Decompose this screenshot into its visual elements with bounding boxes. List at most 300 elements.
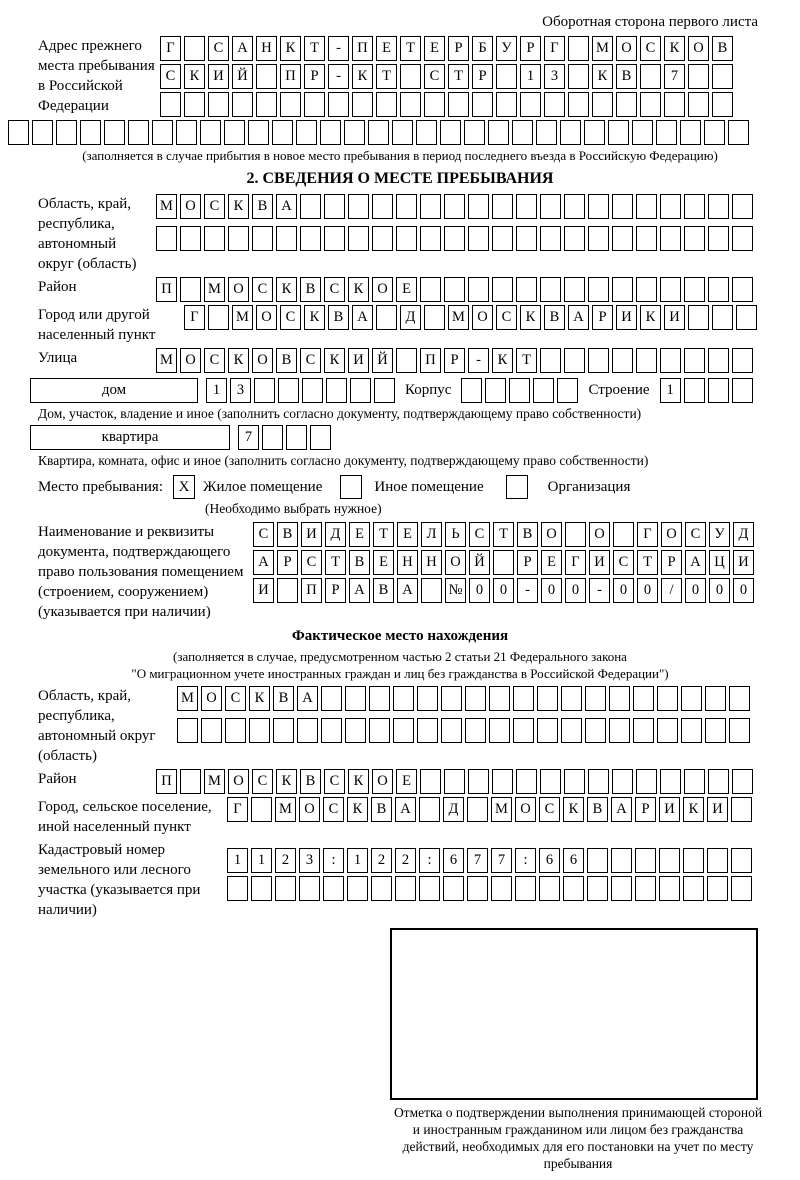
char-cell[interactable] (564, 194, 585, 219)
char-cell[interactable] (732, 769, 753, 794)
char-cell[interactable] (324, 194, 345, 219)
char-cell[interactable] (684, 348, 705, 373)
char-cell[interactable] (681, 686, 702, 711)
char-cell[interactable] (520, 92, 541, 117)
char-cell[interactable]: А (397, 578, 418, 603)
char-cell[interactable] (659, 876, 680, 901)
char-cell[interactable]: Б (472, 36, 493, 61)
char-cell[interactable]: К (347, 797, 368, 822)
char-cell[interactable]: С (324, 769, 345, 794)
char-cell[interactable]: 0 (613, 578, 634, 603)
char-cell[interactable] (156, 226, 177, 251)
char-cell[interactable] (465, 718, 486, 743)
char-cell[interactable]: М (204, 769, 225, 794)
char-cell[interactable] (684, 769, 705, 794)
char-cell[interactable] (496, 64, 517, 89)
char-cell[interactable] (732, 194, 753, 219)
char-cell[interactable]: И (301, 522, 322, 547)
char-cell[interactable]: 0 (733, 578, 754, 603)
char-cell[interactable] (396, 226, 417, 251)
char-cell[interactable]: К (324, 348, 345, 373)
char-cell[interactable]: В (712, 36, 733, 61)
char-cell[interactable] (608, 120, 629, 145)
char-cell[interactable]: В (300, 769, 321, 794)
char-cell[interactable]: М (177, 686, 198, 711)
char-cell[interactable]: С (424, 64, 445, 89)
char-cell[interactable] (636, 769, 657, 794)
char-cell[interactable]: П (156, 277, 177, 302)
char-cell[interactable] (632, 120, 653, 145)
char-cell[interactable] (588, 348, 609, 373)
char-cell[interactable] (152, 120, 173, 145)
char-cell[interactable] (712, 64, 733, 89)
char-cell[interactable] (277, 578, 298, 603)
char-cell[interactable] (472, 92, 493, 117)
char-cell[interactable] (564, 277, 585, 302)
char-cell[interactable] (612, 194, 633, 219)
char-cell[interactable]: П (420, 348, 441, 373)
checkbox-residential[interactable]: X (173, 475, 195, 499)
char-cell[interactable] (424, 92, 445, 117)
char-cell[interactable]: Н (421, 550, 442, 575)
char-cell[interactable] (416, 120, 437, 145)
char-cell[interactable] (419, 876, 440, 901)
char-cell[interactable]: - (328, 64, 349, 89)
char-cell[interactable] (732, 277, 753, 302)
char-cell[interactable] (537, 686, 558, 711)
char-cell[interactable] (444, 194, 465, 219)
char-cell[interactable]: В (349, 550, 370, 575)
char-cell[interactable]: 0 (541, 578, 562, 603)
char-cell[interactable]: М (232, 305, 253, 330)
char-cell[interactable] (736, 305, 757, 330)
char-cell[interactable] (515, 876, 536, 901)
char-cell[interactable] (561, 718, 582, 743)
char-cell[interactable] (660, 226, 681, 251)
char-cell[interactable]: Е (376, 36, 397, 61)
char-cell[interactable]: М (204, 277, 225, 302)
char-cell[interactable]: : (515, 848, 536, 873)
char-cell[interactable] (496, 92, 517, 117)
char-cell[interactable]: К (592, 64, 613, 89)
char-cell[interactable]: А (276, 194, 297, 219)
char-cell[interactable] (323, 876, 344, 901)
char-cell[interactable]: К (492, 348, 513, 373)
char-cell[interactable] (468, 769, 489, 794)
char-cell[interactable]: Е (424, 36, 445, 61)
char-cell[interactable]: Г (565, 550, 586, 575)
char-cell[interactable] (232, 92, 253, 117)
char-cell[interactable] (688, 305, 709, 330)
char-cell[interactable] (640, 64, 661, 89)
char-cell[interactable]: К (249, 686, 270, 711)
char-cell[interactable]: Н (397, 550, 418, 575)
char-cell[interactable] (420, 226, 441, 251)
char-cell[interactable]: Г (544, 36, 565, 61)
char-cell[interactable] (731, 848, 752, 873)
char-cell[interactable] (587, 876, 608, 901)
char-cell[interactable] (251, 876, 272, 901)
char-cell[interactable] (636, 226, 657, 251)
char-cell[interactable]: К (276, 277, 297, 302)
char-cell[interactable] (492, 226, 513, 251)
char-cell[interactable]: Е (373, 550, 394, 575)
char-cell[interactable]: К (228, 348, 249, 373)
char-cell[interactable]: С (160, 64, 181, 89)
char-cell[interactable] (544, 92, 565, 117)
char-cell[interactable]: Т (400, 36, 421, 61)
char-cell[interactable] (400, 64, 421, 89)
checkbox-other-premises[interactable] (340, 475, 362, 499)
char-cell[interactable]: 0 (493, 578, 514, 603)
char-cell[interactable]: К (184, 64, 205, 89)
char-cell[interactable]: А (297, 686, 318, 711)
char-cell[interactable] (708, 277, 729, 302)
char-cell[interactable]: П (352, 36, 373, 61)
char-cell[interactable]: 3 (230, 378, 251, 403)
char-cell[interactable]: К (520, 305, 541, 330)
char-cell[interactable] (376, 92, 397, 117)
char-cell[interactable] (540, 277, 561, 302)
char-cell[interactable]: Т (376, 64, 397, 89)
char-cell[interactable] (350, 378, 371, 403)
char-cell[interactable] (248, 120, 269, 145)
char-cell[interactable] (712, 305, 733, 330)
char-cell[interactable] (251, 797, 272, 822)
char-cell[interactable]: Й (469, 550, 490, 575)
char-cell[interactable]: : (323, 848, 344, 873)
char-cell[interactable]: 7 (491, 848, 512, 873)
char-cell[interactable]: 2 (275, 848, 296, 873)
char-cell[interactable] (493, 550, 514, 575)
char-cell[interactable] (104, 120, 125, 145)
char-cell[interactable]: О (256, 305, 277, 330)
char-cell[interactable]: В (544, 305, 565, 330)
char-cell[interactable] (564, 769, 585, 794)
char-cell[interactable]: О (445, 550, 466, 575)
char-cell[interactable] (585, 718, 606, 743)
char-cell[interactable] (128, 120, 149, 145)
char-cell[interactable] (328, 92, 349, 117)
char-cell[interactable]: 7 (238, 425, 259, 450)
char-cell[interactable]: О (180, 194, 201, 219)
char-cell[interactable] (660, 769, 681, 794)
char-cell[interactable] (352, 92, 373, 117)
char-cell[interactable] (225, 718, 246, 743)
char-cell[interactable] (177, 718, 198, 743)
char-cell[interactable]: А (253, 550, 274, 575)
char-cell[interactable]: С (253, 522, 274, 547)
char-cell[interactable]: К (563, 797, 584, 822)
char-cell[interactable] (420, 277, 441, 302)
char-cell[interactable] (707, 876, 728, 901)
char-cell[interactable]: К (348, 277, 369, 302)
char-cell[interactable]: Р (472, 64, 493, 89)
char-cell[interactable] (467, 797, 488, 822)
char-cell[interactable]: А (685, 550, 706, 575)
char-cell[interactable] (304, 92, 325, 117)
char-cell[interactable] (568, 92, 589, 117)
char-cell[interactable]: М (275, 797, 296, 822)
char-cell[interactable]: С (685, 522, 706, 547)
char-cell[interactable]: - (517, 578, 538, 603)
char-cell[interactable] (176, 120, 197, 145)
char-cell[interactable] (516, 277, 537, 302)
char-cell[interactable] (324, 226, 345, 251)
char-cell[interactable]: Т (373, 522, 394, 547)
char-cell[interactable] (684, 194, 705, 219)
char-cell[interactable] (400, 92, 421, 117)
char-cell[interactable] (492, 194, 513, 219)
char-cell[interactable] (729, 686, 750, 711)
char-cell[interactable] (611, 876, 632, 901)
char-cell[interactable]: Т (325, 550, 346, 575)
char-cell[interactable]: С (469, 522, 490, 547)
char-cell[interactable] (732, 348, 753, 373)
char-cell[interactable]: С (323, 797, 344, 822)
char-cell[interactable] (184, 92, 205, 117)
char-cell[interactable]: С (252, 277, 273, 302)
char-cell[interactable]: Р (325, 578, 346, 603)
char-cell[interactable]: - (328, 36, 349, 61)
char-cell[interactable]: С (640, 36, 661, 61)
char-cell[interactable] (441, 686, 462, 711)
char-cell[interactable]: К (348, 769, 369, 794)
char-cell[interactable] (396, 194, 417, 219)
char-cell[interactable] (489, 718, 510, 743)
char-cell[interactable] (326, 378, 347, 403)
char-cell[interactable] (516, 769, 537, 794)
char-cell[interactable] (557, 378, 578, 403)
char-cell[interactable]: 0 (709, 578, 730, 603)
char-cell[interactable]: Д (733, 522, 754, 547)
char-cell[interactable]: М (491, 797, 512, 822)
char-cell[interactable] (640, 92, 661, 117)
char-cell[interactable] (568, 36, 589, 61)
char-cell[interactable] (536, 120, 557, 145)
char-cell[interactable]: П (280, 64, 301, 89)
char-cell[interactable] (419, 797, 440, 822)
char-cell[interactable]: 0 (565, 578, 586, 603)
char-cell[interactable]: - (468, 348, 489, 373)
char-cell[interactable]: И (616, 305, 637, 330)
char-cell[interactable] (705, 686, 726, 711)
char-cell[interactable] (224, 120, 245, 145)
char-cell[interactable]: - (589, 578, 610, 603)
char-cell[interactable]: В (252, 194, 273, 219)
char-cell[interactable] (609, 686, 630, 711)
char-cell[interactable] (708, 348, 729, 373)
char-cell[interactable]: И (253, 578, 274, 603)
char-cell[interactable]: Е (397, 522, 418, 547)
char-cell[interactable]: О (228, 769, 249, 794)
char-cell[interactable] (443, 876, 464, 901)
char-cell[interactable]: И (589, 550, 610, 575)
char-cell[interactable] (611, 848, 632, 873)
char-cell[interactable] (612, 348, 633, 373)
char-cell[interactable]: Ц (709, 550, 730, 575)
char-cell[interactable] (564, 348, 585, 373)
char-cell[interactable] (592, 92, 613, 117)
char-cell[interactable] (516, 226, 537, 251)
char-cell[interactable] (680, 120, 701, 145)
char-cell[interactable] (280, 92, 301, 117)
char-cell[interactable]: Т (448, 64, 469, 89)
char-cell[interactable]: К (280, 36, 301, 61)
char-cell[interactable] (320, 120, 341, 145)
char-cell[interactable] (180, 226, 201, 251)
char-cell[interactable] (635, 848, 656, 873)
char-cell[interactable] (256, 92, 277, 117)
char-cell[interactable]: Р (448, 36, 469, 61)
char-cell[interactable] (683, 876, 704, 901)
char-cell[interactable] (180, 277, 201, 302)
char-cell[interactable]: 2 (371, 848, 392, 873)
char-cell[interactable]: Р (592, 305, 613, 330)
char-cell[interactable] (688, 92, 709, 117)
char-cell[interactable] (613, 522, 634, 547)
char-cell[interactable]: С (252, 769, 273, 794)
char-cell[interactable]: О (299, 797, 320, 822)
checkbox-organization[interactable] (506, 475, 528, 499)
char-cell[interactable]: П (156, 769, 177, 794)
char-cell[interactable]: К (228, 194, 249, 219)
char-cell[interactable] (441, 718, 462, 743)
char-cell[interactable] (729, 718, 750, 743)
char-cell[interactable]: И (348, 348, 369, 373)
char-cell[interactable] (444, 769, 465, 794)
char-cell[interactable] (372, 226, 393, 251)
char-cell[interactable] (296, 120, 317, 145)
char-cell[interactable]: О (616, 36, 637, 61)
char-cell[interactable] (421, 578, 442, 603)
char-cell[interactable]: Д (443, 797, 464, 822)
char-cell[interactable] (392, 120, 413, 145)
char-cell[interactable] (80, 120, 101, 145)
char-cell[interactable]: О (228, 277, 249, 302)
char-cell[interactable] (732, 378, 753, 403)
char-cell[interactable] (664, 92, 685, 117)
char-cell[interactable]: И (707, 797, 728, 822)
char-cell[interactable] (509, 378, 530, 403)
char-cell[interactable]: О (688, 36, 709, 61)
char-cell[interactable]: 0 (469, 578, 490, 603)
char-cell[interactable]: Й (372, 348, 393, 373)
char-cell[interactable] (374, 378, 395, 403)
char-cell[interactable]: У (496, 36, 517, 61)
char-cell[interactable] (584, 120, 605, 145)
char-cell[interactable] (348, 226, 369, 251)
char-cell[interactable] (300, 194, 321, 219)
char-cell[interactable] (444, 226, 465, 251)
char-cell[interactable]: В (328, 305, 349, 330)
char-cell[interactable] (684, 226, 705, 251)
char-cell[interactable] (275, 876, 296, 901)
char-cell[interactable] (657, 718, 678, 743)
char-cell[interactable]: Р (520, 36, 541, 61)
char-cell[interactable] (465, 686, 486, 711)
char-cell[interactable] (636, 348, 657, 373)
char-cell[interactable]: Р (635, 797, 656, 822)
char-cell[interactable]: О (372, 769, 393, 794)
char-cell[interactable] (369, 718, 390, 743)
char-cell[interactable]: 2 (395, 848, 416, 873)
char-cell[interactable]: О (252, 348, 273, 373)
char-cell[interactable]: Р (304, 64, 325, 89)
char-cell[interactable] (347, 876, 368, 901)
char-cell[interactable] (612, 226, 633, 251)
char-cell[interactable] (587, 848, 608, 873)
char-cell[interactable] (540, 194, 561, 219)
char-cell[interactable] (371, 876, 392, 901)
char-cell[interactable] (276, 226, 297, 251)
char-cell[interactable] (708, 194, 729, 219)
char-cell[interactable] (707, 848, 728, 873)
char-cell[interactable] (272, 120, 293, 145)
char-cell[interactable]: А (232, 36, 253, 61)
char-cell[interactable]: 1 (227, 848, 248, 873)
char-cell[interactable] (464, 120, 485, 145)
char-cell[interactable] (728, 120, 749, 145)
char-cell[interactable] (540, 348, 561, 373)
char-cell[interactable] (488, 120, 509, 145)
char-cell[interactable]: О (180, 348, 201, 373)
char-cell[interactable]: 1 (206, 378, 227, 403)
char-cell[interactable]: 6 (443, 848, 464, 873)
char-cell[interactable] (393, 686, 414, 711)
char-cell[interactable] (461, 378, 482, 403)
char-cell[interactable] (616, 92, 637, 117)
char-cell[interactable]: О (372, 277, 393, 302)
char-cell[interactable] (684, 277, 705, 302)
char-cell[interactable]: М (448, 305, 469, 330)
char-cell[interactable]: Р (277, 550, 298, 575)
char-cell[interactable] (286, 425, 307, 450)
char-cell[interactable] (705, 718, 726, 743)
char-cell[interactable]: У (709, 522, 730, 547)
char-cell[interactable] (200, 120, 221, 145)
char-cell[interactable]: 3 (299, 848, 320, 873)
char-cell[interactable]: С (300, 348, 321, 373)
char-cell[interactable] (180, 769, 201, 794)
char-cell[interactable]: Т (304, 36, 325, 61)
char-cell[interactable]: С (204, 194, 225, 219)
char-cell[interactable]: № (445, 578, 466, 603)
char-cell[interactable]: С (613, 550, 634, 575)
char-cell[interactable] (561, 686, 582, 711)
char-cell[interactable] (273, 718, 294, 743)
char-cell[interactable]: А (395, 797, 416, 822)
char-cell[interactable]: 1 (347, 848, 368, 873)
char-cell[interactable] (513, 718, 534, 743)
char-cell[interactable] (345, 718, 366, 743)
char-cell[interactable]: А (352, 305, 373, 330)
char-cell[interactable] (302, 378, 323, 403)
char-cell[interactable] (588, 277, 609, 302)
char-cell[interactable]: Е (396, 769, 417, 794)
char-cell[interactable] (321, 718, 342, 743)
char-cell[interactable]: Е (396, 277, 417, 302)
char-cell[interactable] (300, 226, 321, 251)
char-cell[interactable] (204, 226, 225, 251)
char-cell[interactable] (635, 876, 656, 901)
char-cell[interactable] (262, 425, 283, 450)
char-cell[interactable]: О (201, 686, 222, 711)
char-cell[interactable]: О (541, 522, 562, 547)
char-cell[interactable] (588, 769, 609, 794)
char-cell[interactable] (539, 876, 560, 901)
char-cell[interactable] (369, 686, 390, 711)
